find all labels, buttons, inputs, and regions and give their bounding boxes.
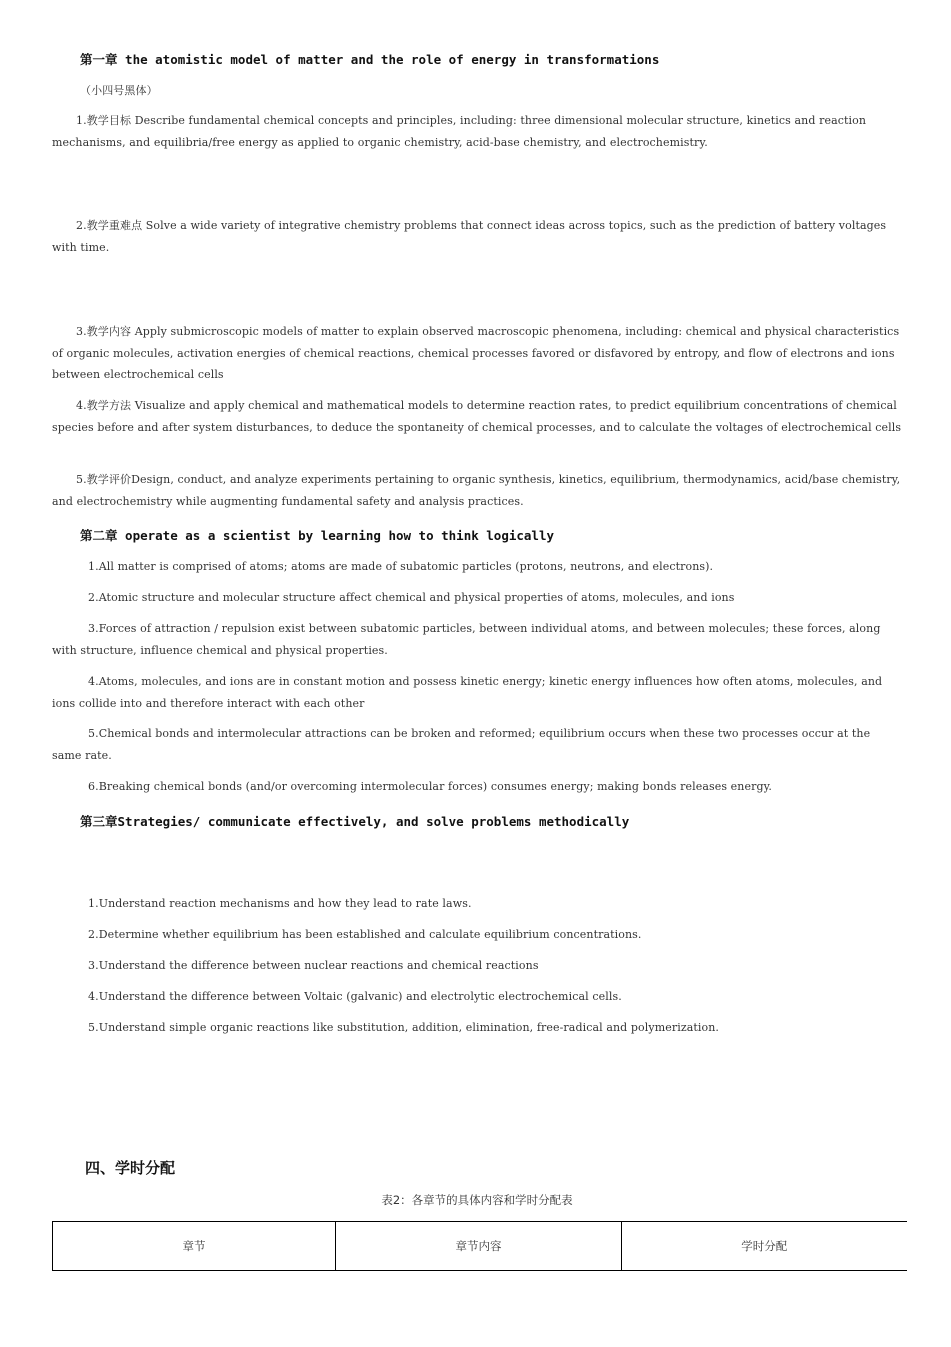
chapter-2-item-5: 5.Chemical bonds and intermolecular attractions can be broken and reformed; equilibrium occurs when these two processes occur at the same rate. — [52, 727, 871, 762]
chapter-3-item-2: 2.Determine whether equilibrium has been established and calculate equilibrium concentrations. — [88, 928, 642, 941]
chapter-2-item-1: 1.All matter is comprised of atoms; atoms are made of subatomic particles (protons, neutrons, and electrons). — [88, 560, 714, 573]
font-note: （小四号黑体） — [80, 84, 158, 97]
chapter-2-item-3: 3.Forces of attraction / repulsion exist between subatomic particles, between individual atoms, and between molecules; these forces, along with structure, influence chemical and physical properties. — [52, 622, 881, 657]
table-caption: 表2：各章节的具体内容和学时分配表 — [381, 1193, 573, 1207]
table-header-row — [53, 1222, 907, 1271]
chapter-1-item-5: 5.教学评价Design, conduct, and analyze experiments pertaining to organic synthesis, kinetics, equilibrium, thermodynamics, acid/base chemistry, and electrochemistry while augmenting fundamental safety and analysis practices. — [52, 473, 901, 508]
chapter-2-heading — [80, 526, 554, 544]
column-header-hours: 学时分配 — [622, 1222, 907, 1271]
chapter-2-item-4: 4.Atoms, molecules, and ions are in constant motion and possess kinetic energy; kinetic energy influences how often atoms, molecules, and ions collide into and therefore interact with each other — [52, 675, 883, 710]
chapter-3-heading-en: Strategies/ communicate effectively, and solve problems methodically — [117, 814, 630, 829]
column-header-content: 章节内容 — [336, 1222, 622, 1271]
section-4-title: 四、学时分配 — [85, 1159, 176, 1177]
chapter-3-item-4: 4.Understand the difference between Voltaic (galvanic) and electrolytic electrochemical cells. — [88, 990, 622, 1003]
chapter-1-heading-cn: 第一章 — [80, 52, 118, 67]
chapter-3-item-5: 5.Understand simple organic reactions like substitution, addition, elimination, free-radical and polymerization. — [88, 1021, 720, 1034]
chapter-3-item-1: 1.Understand reaction mechanisms and how they lead to rate laws. — [88, 897, 472, 910]
chapter-1-item-4: 4.教学方法 Visualize and apply chemical and mathematical models to determine reaction rates, to predict equilibrium concentrations of chemical species before and after system disturbances, to deduce the spontaneity of chemical processes, and to calculate the voltages of electrochemical cells — [52, 399, 902, 434]
chapter-2-item-6: 6.Breaking chemical bonds (and/or overcoming intermolecular forces) consumes energy; making bonds releases energy. — [88, 780, 773, 793]
chapter-1-item-1: 1.教学目标 Describe fundamental chemical concepts and principles, including: three dimensional molecular structure, kinetics and reaction mechanisms, and equilibria/free energy as applied to organic chemistry, acid-base chemistry, and electrochemistry. — [52, 114, 867, 149]
chapter-1-item-3: 3.教学内容 Apply submicroscopic models of matter to explain observed macroscopic phenomena, including: chemical and physical characteristics of organic molecules, activation energies of chemical reactions, chemical processes favored or disfavored by entropy, and flow of electrons and ions between electrochemical cells — [52, 325, 900, 381]
chapter-2-item-2: 2.Atomic structure and molecular structure affect chemical and physical properties of atoms, molecules, and ions — [88, 591, 735, 604]
chapter-2-heading-en: operate as a scientist by learning how to think logically — [117, 528, 555, 543]
column-header-chapter: 章节 — [53, 1222, 336, 1271]
hours-table — [52, 1221, 907, 1271]
chapter-3-heading — [80, 812, 629, 830]
chapter-1-item-2: 2.教学重难点 Solve a wide variety of integrative chemistry problems that connect ideas across topics, such as the prediction of battery voltages with time. — [52, 219, 887, 254]
chapter-1-heading — [80, 50, 659, 68]
chapter-3-item-3: 3.Understand the difference between nuclear reactions and chemical reactions — [88, 959, 539, 972]
chapter-2-heading-cn: 第二章 — [80, 528, 118, 543]
chapter-3-heading-cn: 第三章 — [80, 814, 118, 829]
chapter-1-heading-en: the atomistic model of matter and the role of energy in transformations — [117, 52, 660, 67]
